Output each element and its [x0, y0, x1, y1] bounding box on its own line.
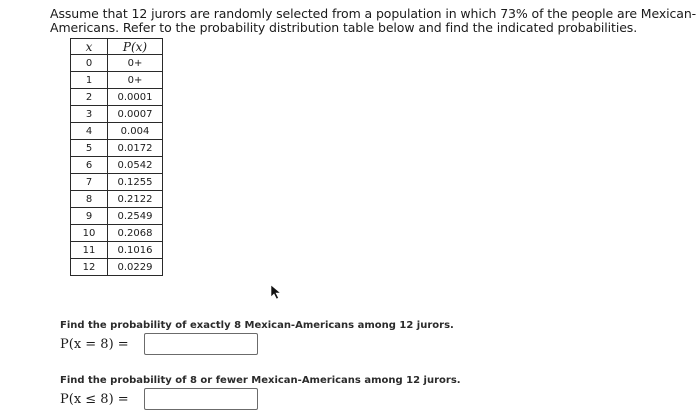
probability-value-cell: 0.0001 — [108, 89, 163, 106]
probability-value-cell: 0.0007 — [108, 106, 163, 123]
table-header-row — [71, 39, 163, 55]
table-row — [71, 208, 163, 225]
table-row — [71, 242, 163, 259]
answer-input-exactly-8[interactable] — [144, 333, 258, 355]
table-row — [71, 157, 163, 174]
probability-value-cell: 0.0542 — [108, 157, 163, 174]
probability-distribution-table — [70, 38, 163, 276]
x-value-cell: 8 — [71, 191, 108, 208]
probability-value-cell: 0.004 — [108, 123, 163, 140]
table-row — [71, 225, 163, 242]
problem-statement-line-1: Assume that 12 jurors are randomly selected from a population in which 73% of the people are Mexican- — [50, 6, 697, 21]
probability-value-cell: 0.1016 — [108, 242, 163, 259]
probability-value-cell: 0.2549 — [108, 208, 163, 225]
x-value-cell: 3 — [71, 106, 108, 123]
probability-value-cell: 0.0172 — [108, 140, 163, 157]
table-row — [71, 72, 163, 89]
table-row — [71, 106, 163, 123]
x-value-cell: 1 — [71, 72, 108, 89]
answer-row-8-or-fewer — [60, 388, 258, 410]
x-value-cell: 11 — [71, 242, 108, 259]
probability-value-cell: 0+ — [108, 72, 163, 89]
table-row — [71, 123, 163, 140]
table-row — [71, 140, 163, 157]
x-value-cell: 7 — [71, 174, 108, 191]
probability-value-cell: 0.2122 — [108, 191, 163, 208]
question-8-or-fewer: Find the probability of 8 or fewer Mexican-Americans among 12 jurors. — [60, 375, 461, 386]
x-value-cell: 4 — [71, 123, 108, 140]
problem-statement-line-2: Americans. Refer to the probability distribution table below and find the indicated probabilities. — [50, 20, 638, 35]
mouse-pointer-icon — [270, 284, 282, 300]
x-value-cell: 6 — [71, 157, 108, 174]
probability-value-cell: 0.1255 — [108, 174, 163, 191]
answer-input-8-or-fewer[interactable] — [144, 388, 258, 410]
table-row — [71, 174, 163, 191]
x-value-cell: 0 — [71, 55, 108, 72]
table-body — [71, 55, 163, 276]
table-row — [71, 89, 163, 106]
table-row — [71, 55, 163, 72]
probability-column-header: P(x) — [108, 39, 163, 55]
x-column-header: x — [71, 39, 108, 55]
answer-label-exactly-8: P(x = 8) = — [60, 336, 129, 352]
probability-value-cell: 0.2068 — [108, 225, 163, 242]
x-value-cell: 10 — [71, 225, 108, 242]
x-value-cell: 9 — [71, 208, 108, 225]
table-row — [71, 259, 163, 276]
answer-row-exactly-8 — [60, 333, 258, 355]
x-value-cell: 2 — [71, 89, 108, 106]
x-value-cell: 12 — [71, 259, 108, 276]
problem-statement — [50, 6, 697, 35]
probability-value-cell: 0.0229 — [108, 259, 163, 276]
x-value-cell: 5 — [71, 140, 108, 157]
table-row — [71, 191, 163, 208]
answer-label-8-or-fewer: P(x ≤ 8) = — [60, 391, 129, 407]
question-exactly-8: Find the probability of exactly 8 Mexican-Americans among 12 jurors. — [60, 320, 454, 331]
probability-value-cell: 0+ — [108, 55, 163, 72]
